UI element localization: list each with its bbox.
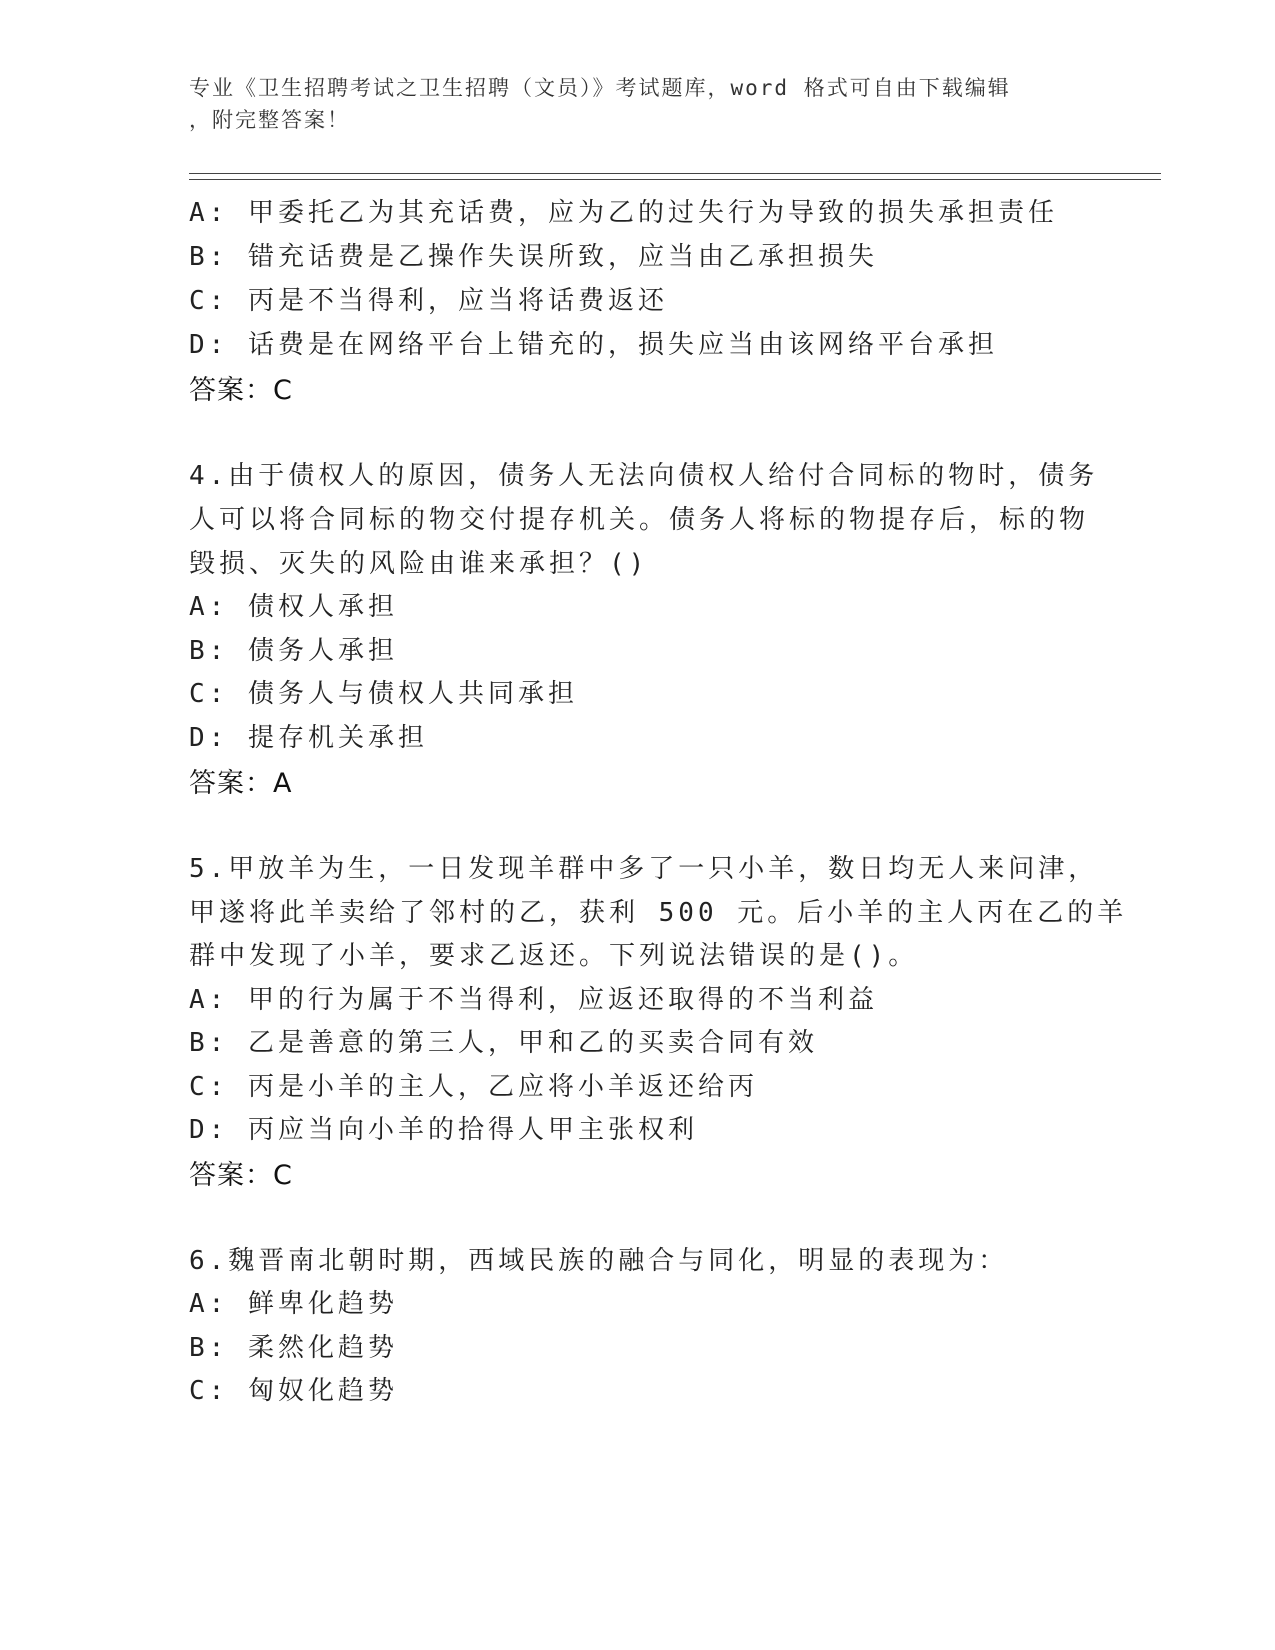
q5-stem-line-1: 5.甲放羊为生，一日发现羊群中多了一只小羊，数日均无人来问津，: [189, 854, 1099, 884]
header-rule-top: [189, 173, 1161, 174]
q3-option-c: C: 丙是不当得利，应当将话费返还: [189, 286, 668, 316]
q6-option-b: B: 柔然化趋势: [189, 1333, 398, 1363]
q5-option-d: D: 丙应当向小羊的拾得人甲主张权利: [189, 1115, 698, 1145]
q4-option-a: A: 债权人承担: [189, 592, 398, 622]
q3-option-d: D: 话费是在网络平台上错充的，损失应当由该网络平台承担: [189, 330, 998, 360]
header-rule-bottom: [189, 179, 1161, 180]
q5-option-a: A: 甲的行为属于不当得利，应返还取得的不当利益: [189, 985, 878, 1015]
q6-stem-line-1: 6.魏晋南北朝时期，西域民族的融合与同化，明显的表现为：: [189, 1246, 1009, 1276]
q5-option-b: B: 乙是善意的第三人，甲和乙的买卖合同有效: [189, 1028, 818, 1058]
q5-stem-line-3: 群中发现了小羊，要求乙返还。下列说法错误的是()。: [189, 941, 919, 971]
q6-option-c: C: 匈奴化趋势: [189, 1376, 398, 1406]
q5-option-c: C: 丙是小羊的主人，乙应将小羊返还给丙: [189, 1072, 758, 1102]
q6-option-a: A: 鲜卑化趋势: [189, 1289, 398, 1319]
q4-answer: 答案：A: [189, 768, 293, 799]
q5-answer: 答案：C: [189, 1160, 293, 1191]
q4-option-d: D: 提存机关承担: [189, 723, 428, 753]
q4-stem-line-3: 毁损、灭失的风险由谁来承担？(): [189, 549, 649, 579]
q3-option-b: B: 错充话费是乙操作失误所致，应当由乙承担损失: [189, 242, 878, 272]
q3-answer: 答案：C: [189, 375, 293, 406]
q4-option-c: C: 债务人与债权人共同承担: [189, 679, 578, 709]
q4-option-b: B: 债务人承担: [189, 636, 398, 666]
q4-stem-line-1: 4.由于债权人的原因，债务人无法向债权人给付合同标的物时，债务: [189, 461, 1099, 491]
q4-stem-line-2: 人可以将合同标的物交付提存机关。债务人将标的物提存后，标的物: [189, 505, 1090, 535]
q3-option-a: A: 甲委托乙为其充话费，应为乙的过失行为导致的损失承担责任: [189, 198, 1058, 228]
header-line-2: ，附完整答案！: [189, 108, 350, 132]
q5-stem-line-2: 甲遂将此羊卖给了邻村的乙，获利 500 元。后小羊的主人丙在乙的羊: [189, 898, 1128, 928]
header-line-1: 专业《卫生招聘考试之卫生招聘（文员）》考试题库，word 格式可自由下载编辑: [189, 76, 1011, 100]
